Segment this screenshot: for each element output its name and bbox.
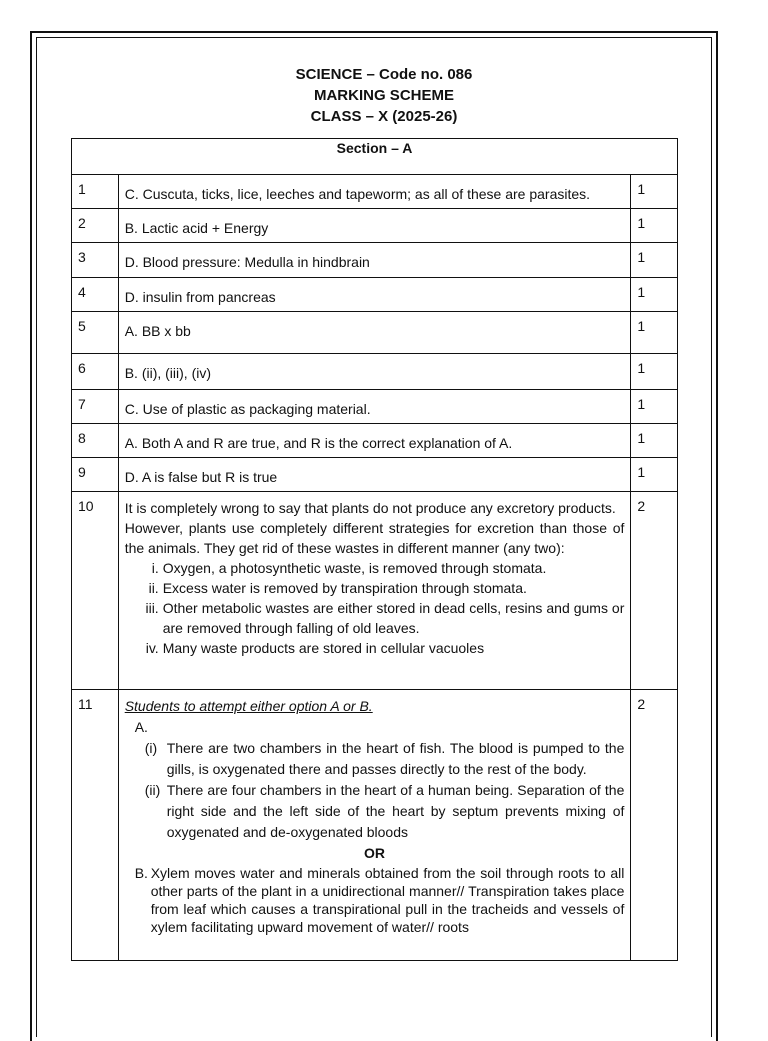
question-number: 6 bbox=[72, 354, 119, 390]
section-header-row bbox=[72, 139, 678, 175]
list-item: ii. Excess water is removed by transpiration through stomata. bbox=[148, 580, 527, 596]
table-row bbox=[72, 312, 678, 354]
option-b: B. Xylem moves water and minerals obtained from the soil through roots to all other parts of the plant in a unidirectional manner// Transpiration takes place from leaf which causes a transpirational pull in the tracheids and vessels of xylem facilitating upward movement of water// roots bbox=[134, 865, 625, 935]
answer-text: A. BB x bb bbox=[118, 312, 631, 354]
marks: 1 bbox=[631, 175, 678, 209]
question-number: 9 bbox=[72, 458, 119, 492]
option-a-part: (ii) There are four chambers in the heart of a human being. Separation of the right side and the left side of the heart by septum prevents mixing of oxygenated and de-oxygenated bloods bbox=[144, 782, 625, 840]
marking-scheme-table bbox=[71, 138, 678, 961]
marks: 1 bbox=[631, 278, 678, 312]
answer-text: B. Lactic acid + Energy bbox=[118, 209, 631, 243]
marks: 1 bbox=[631, 458, 678, 492]
answer-text bbox=[118, 492, 631, 690]
answer-text: C. Use of plastic as packaging material. bbox=[118, 390, 631, 424]
question-number: 5 bbox=[72, 312, 119, 354]
answer-intro: It is completely wrong to say that plants do not produce any excretory products. bbox=[124, 500, 616, 516]
marks: 1 bbox=[631, 243, 678, 278]
table-row bbox=[72, 390, 678, 424]
marks: 2 bbox=[631, 492, 678, 690]
marks: 1 bbox=[631, 354, 678, 390]
table-row bbox=[72, 243, 678, 278]
answer-text: D. A is false but R is true bbox=[118, 458, 631, 492]
table-row bbox=[72, 458, 678, 492]
answer-text bbox=[118, 690, 631, 961]
answer-text: B. (ii), (iii), (iv) bbox=[118, 354, 631, 390]
answer-text: D. Blood pressure: Medulla in hindbrain bbox=[118, 243, 631, 278]
answer-text: D. insulin from pancreas bbox=[118, 278, 631, 312]
table-row bbox=[72, 424, 678, 458]
table-row-q11 bbox=[72, 690, 678, 961]
excretion-points-list bbox=[125, 558, 625, 658]
subject-title: SCIENCE – Code no. 086 bbox=[295, 66, 473, 83]
question-number: 3 bbox=[72, 243, 119, 278]
question-number: 4 bbox=[72, 278, 119, 312]
answer-text: C. Cuscuta, ticks, lice, leeches and tapeworm; as all of these are parasites. bbox=[118, 175, 631, 209]
table-row bbox=[72, 209, 678, 243]
marks: 1 bbox=[631, 424, 678, 458]
question-number: 7 bbox=[72, 390, 119, 424]
question-number: 8 bbox=[72, 424, 119, 458]
table-row bbox=[72, 278, 678, 312]
option-a-label: A. bbox=[134, 719, 148, 735]
question-number: 2 bbox=[72, 209, 119, 243]
list-item: iv. Many waste products are stored in cellular vacuoles bbox=[145, 640, 485, 656]
list-item: iii. Other metabolic wastes are either stored in dead cells, resins and gums or are removed through falling of old leaves. bbox=[145, 600, 625, 636]
section-title: Section – A bbox=[72, 139, 678, 175]
question-number: 10 bbox=[72, 492, 119, 690]
table-row bbox=[72, 354, 678, 390]
answer-text: A. Both A and R are true, and R is the correct explanation of A. bbox=[118, 424, 631, 458]
question-number: 1 bbox=[72, 175, 119, 209]
answer-paragraph: However, plants use completely different strategies for excretion than those of the animals. They get rid of these wastes in different manner (any two): bbox=[124, 520, 625, 556]
marks: 1 bbox=[631, 209, 678, 243]
marks: 1 bbox=[631, 390, 678, 424]
marks: 1 bbox=[631, 312, 678, 354]
option-a-parts bbox=[125, 738, 625, 843]
or-divider: OR bbox=[364, 845, 386, 861]
option-a-part: (i) There are two chambers in the heart of fish. The blood is pumped to the gills, is oxygenated there and passes directly to the rest of the body. bbox=[144, 740, 625, 777]
question-number: 11 bbox=[72, 690, 119, 961]
document-heading bbox=[0, 64, 768, 127]
scheme-title: MARKING SCHEME bbox=[313, 87, 454, 104]
table-row-q10 bbox=[72, 492, 678, 690]
list-item: i. Oxygen, a photosynthetic waste, is removed through stomata. bbox=[151, 560, 547, 576]
table-row bbox=[72, 175, 678, 209]
option-instruction: Students to attempt either option A or B. bbox=[124, 698, 373, 714]
class-title: CLASS – X (2025-26) bbox=[310, 108, 458, 125]
marks: 2 bbox=[631, 690, 678, 961]
